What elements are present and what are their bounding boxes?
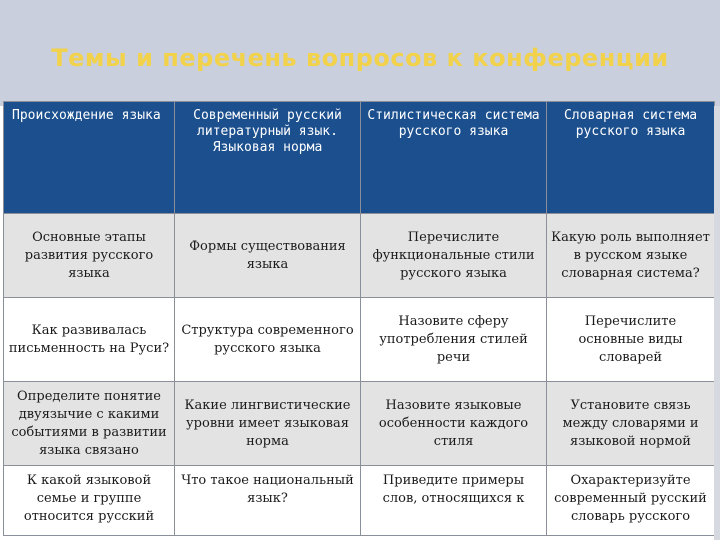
table-row — [4, 466, 715, 536]
table-cell: Охарактеризуйте современный русский словарь русского — [547, 466, 715, 536]
table-row — [4, 382, 715, 466]
topics-table — [3, 101, 715, 536]
table-cell: Перечислите функциональные стили русского языка — [361, 214, 547, 298]
table-cell: Определите понятие двуязычие с какими событиями в развитии языка связано — [4, 382, 175, 466]
table-cell: Приведите примеры слов, относящихся к — [361, 466, 547, 536]
column-header: Стилистическая система русского языка — [361, 102, 547, 214]
table-cell: Структура современного русского языка — [175, 298, 361, 382]
column-header: Происхождение языка — [4, 102, 175, 214]
table-cell: Какие лингвистические уровни имеет языковая норма — [175, 382, 361, 466]
table-cell: Какую роль выполняет в русском языке словарная система? — [547, 214, 715, 298]
table-cell: Основные этапы развития русского языка — [4, 214, 175, 298]
table-cell: Назовите сферу употребления стилей речи — [361, 298, 547, 382]
table-row — [4, 214, 715, 298]
table-cell: Установите связь между словарями и языковой нормой — [547, 382, 715, 466]
table-cell: К какой языковой семье и группе относится русский — [4, 466, 175, 536]
table-cell: Что такое национальный язык? — [175, 466, 361, 536]
slide-edge — [714, 106, 720, 540]
table-header-row — [4, 102, 715, 214]
table-cell: Перечислите основные виды словарей — [547, 298, 715, 382]
table-cell: Как развивалась письменность на Руси? — [4, 298, 175, 382]
table-row — [4, 298, 715, 382]
table-cell: Назовите языковые особенности каждого стиля — [361, 382, 547, 466]
page-title: Темы и перечень вопросов к конференции — [51, 44, 669, 72]
table-cell: Формы существования языка — [175, 214, 361, 298]
column-header: Словарная система русского языка — [547, 102, 715, 214]
column-header: Современный русский литературный язык. Языковая норма — [175, 102, 361, 214]
